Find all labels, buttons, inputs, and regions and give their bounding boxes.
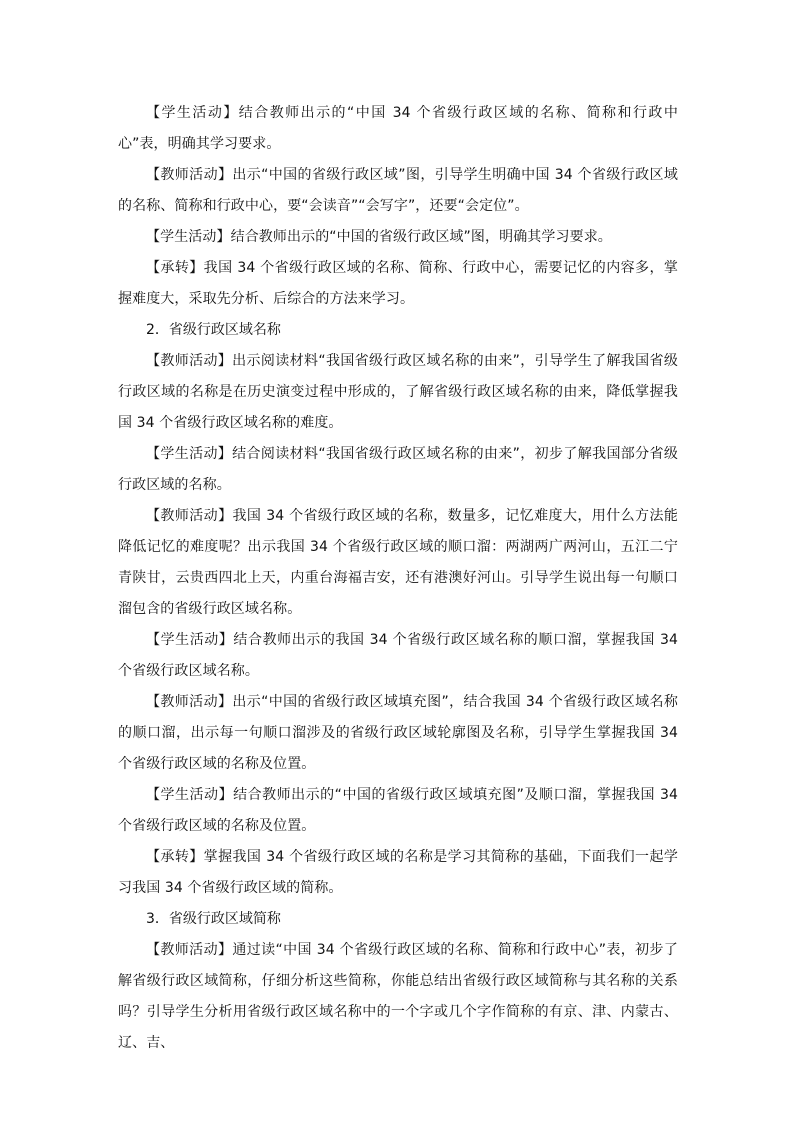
paragraph-teacher-activity-1: 【教师活动】出示“中国的省级行政区域”图，引导学生明确中国 34 个省级行政区域的名称、简称和行政中心，要“会读音”“会写字”，还要“会定位”。: [118, 167, 678, 214]
paragraph-student-activity-2: 【学生活动】结合教师出示的“中国的省级行政区域”图，明确其学习要求。: [146, 229, 612, 245]
paragraph-student-activity-3: 【学生活动】结合阅读材料“我国省级行政区域名称的由来”，初步了解我国部分省级行政区域的名称。: [118, 446, 678, 493]
section-heading-names: 2．省级行政区域名称: [146, 322, 281, 338]
paragraph-student-activity-4: 【学生活动】结合教师出示的我国 34 个省级行政区域名称的顺口溜，掌握我国 34 个省级行政区域名称。: [118, 632, 678, 679]
paragraph-teacher-activity-3: 【教师活动】我国 34 个省级行政区域的名称，数量多，记忆难度大，用什么方法能降低记忆的难度呢？出示我国 34 个省级行政区域的顺口溜：两湖两广两河山，五江二宁青陕甘，云贵西四北上天，内重台海福吉安，还有港澳好河山。引导学生说出每一句顺口溜包含的省级行政区域名称。: [118, 508, 678, 617]
paragraph-transition-2: 【承转】掌握我国 34 个省级行政区域的名称是学习其简称的基础，下面我们一起学习我国 34 个省级行政区域的简称。: [118, 849, 678, 896]
paragraph-teacher-activity-4: 【教师活动】出示“中国的省级行政区域填充图”，结合我国 34 个省级行政区域名称的顺口溜，出示每一句顺口溜涉及的省级行政区域轮廓图及名称，引导学生掌握我国 34 个省级行政区域的名称及位置。: [118, 694, 678, 772]
paragraph-transition-1: 【承转】我国 34 个省级行政区域的名称、简称、行政中心，需要记忆的内容多，掌握难度大，采取先分析、后综合的方法来学习。: [118, 260, 678, 307]
paragraph-student-activity-1: 【学生活动】结合教师出示的“中国 34 个省级行政区域的名称、简称和行政中心”表，明确其学习要求。: [118, 105, 678, 152]
paragraph-student-activity-5: 【学生活动】结合教师出示的“中国的省级行政区域填充图”及顺口溜，掌握我国 34 个省级行政区域的名称及位置。: [118, 787, 678, 834]
document-body: [118, 98, 678, 1059]
paragraph-teacher-activity-2: 【教师活动】出示阅读材料“我国省级行政区域名称的由来”，引导学生了解我国省级行政区域的名称是在历史演变过程中形成的，了解省级行政区域名称的由来，降低掌握我国 34 个省级行政区域名称的难度。: [118, 353, 678, 431]
section-heading-abbreviations: 3．省级行政区域简称: [146, 911, 281, 927]
paragraph-teacher-activity-5: 【教师活动】通过读“中国 34 个省级行政区域的名称、简称和行政中心”表，初步了解省级行政区域简称，仔细分析这些简称，你能总结出省级行政区域简称与其名称的关系吗？引导学生分析用省级行政区域名称中的一个字或几个字作简称的有京、津、内蒙古、辽、吉、: [118, 942, 678, 1051]
